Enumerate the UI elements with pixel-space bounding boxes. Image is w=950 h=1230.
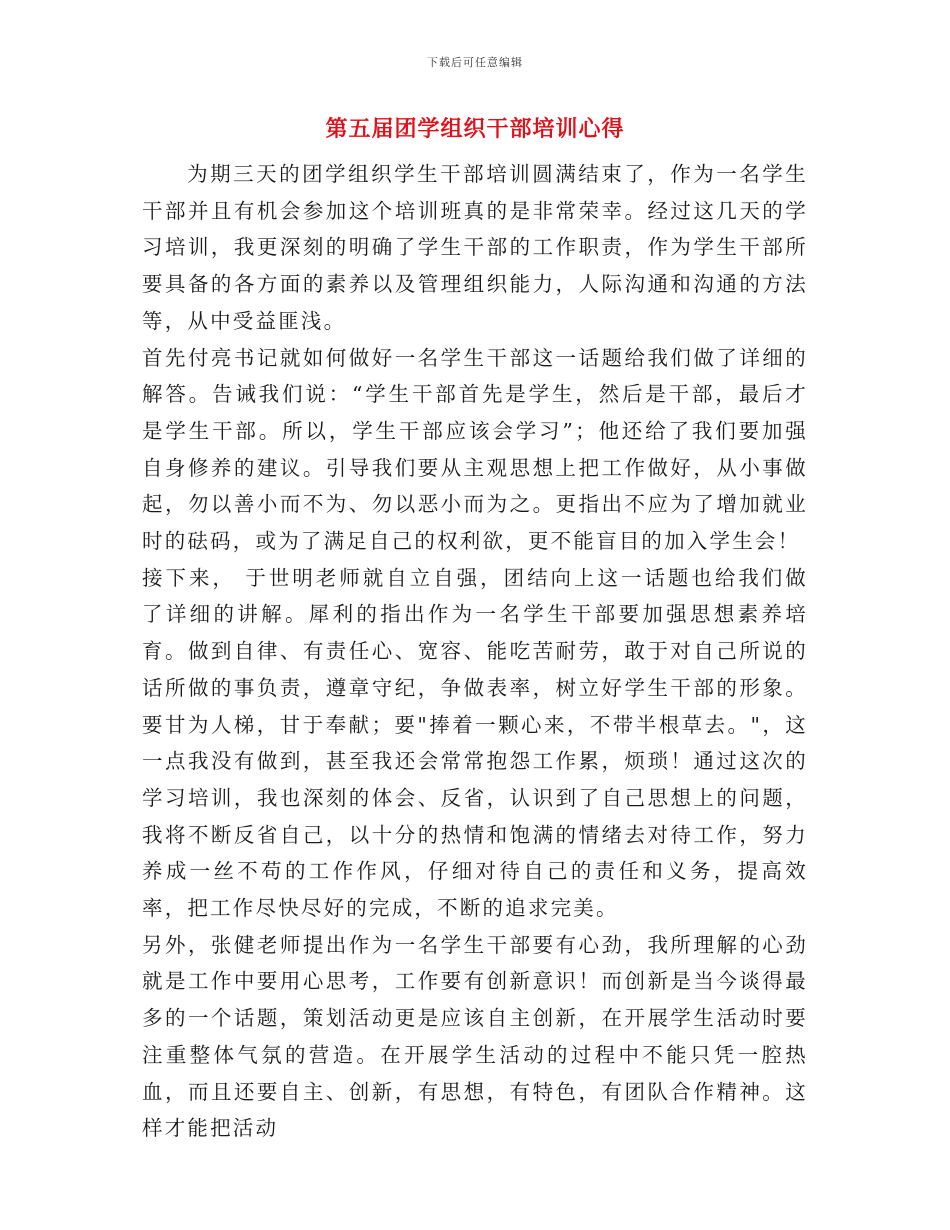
paragraph-teacher-zhang: 另外，张健老师提出作为一名学生干部要有心劲，我所理解的心劲就是工作中要用心思考，工作要有创新意识！而创新是当今谈得最多的一个话题，策划活动更是应该自主创新，在开展学生活动时要注重整体气氛的营造。在开展学生活动的过程中不能只凭一腔热血，而且还要自主、创新，有思想，有特色，有团队合作精神。这样才能把活动 [142,932,808,1141]
document-body [142,156,808,1147]
paragraph-teacher-yu: 接下来， 于世明老师就自立自强，团结向上这一话题也给我们做了详细的讲解。犀利的指出作为一名学生干部要加强思想素养培育。做到自律、有责任心、宽容、能吃苦耐劳，敢于对自己所说的话所做的事负责，遵章守纪，争做表率，树立好学生干部的形象。要甘为人梯，甘于奉献；要"捧着一颗心来，不带半根草去。"，这一点我没有做到，甚至我还会常常抱怨工作累，烦琐！通过这次的学习培训，我也深刻的体会、反省，认识到了自己思想上的问题，我将不断反省自己，以十分的热情和饱满的情绪去对待工作，努力养成一丝不苟的工作作风，仔细对待自己的责任和义务，提高效率，把工作尽快尽好的完成，不断的追求完美。 [142,565,808,921]
document-title: 第五届团学组织干部培训心得 [325,116,625,142]
paragraph-intro: 为期三天的团学组织学生干部培训圆满结束了，作为一名学生干部并且有机会参加这个培训班真的是非常荣幸。经过这几天的学习培训，我更深刻的明确了学生干部的工作职责，作为学生干部所要具备的各方面的素养以及管理组织能力，人际沟通和沟通的方法等，从中受益匪浅。 [142,162,808,333]
page-header-note: 下载后可任意编辑 [427,56,523,69]
paragraph-secretary-fu: 首先付亮书记就如何做好一名学生干部这一话题给我们做了详细的解答。告诫我们说：“学生干部首先是学生，然后是干部，最后才是学生干部。所以，学生干部应该会学习”；他还给了我们要加强自身修养的建议。引导我们要从主观思想上把工作做好，从小事做起，勿以善小而不为、勿以恶小而为之。更指出不应为了增加就业时的砝码，或为了满足自己的权利欲，更不能盲目的加入学生会！ [142,345,808,554]
